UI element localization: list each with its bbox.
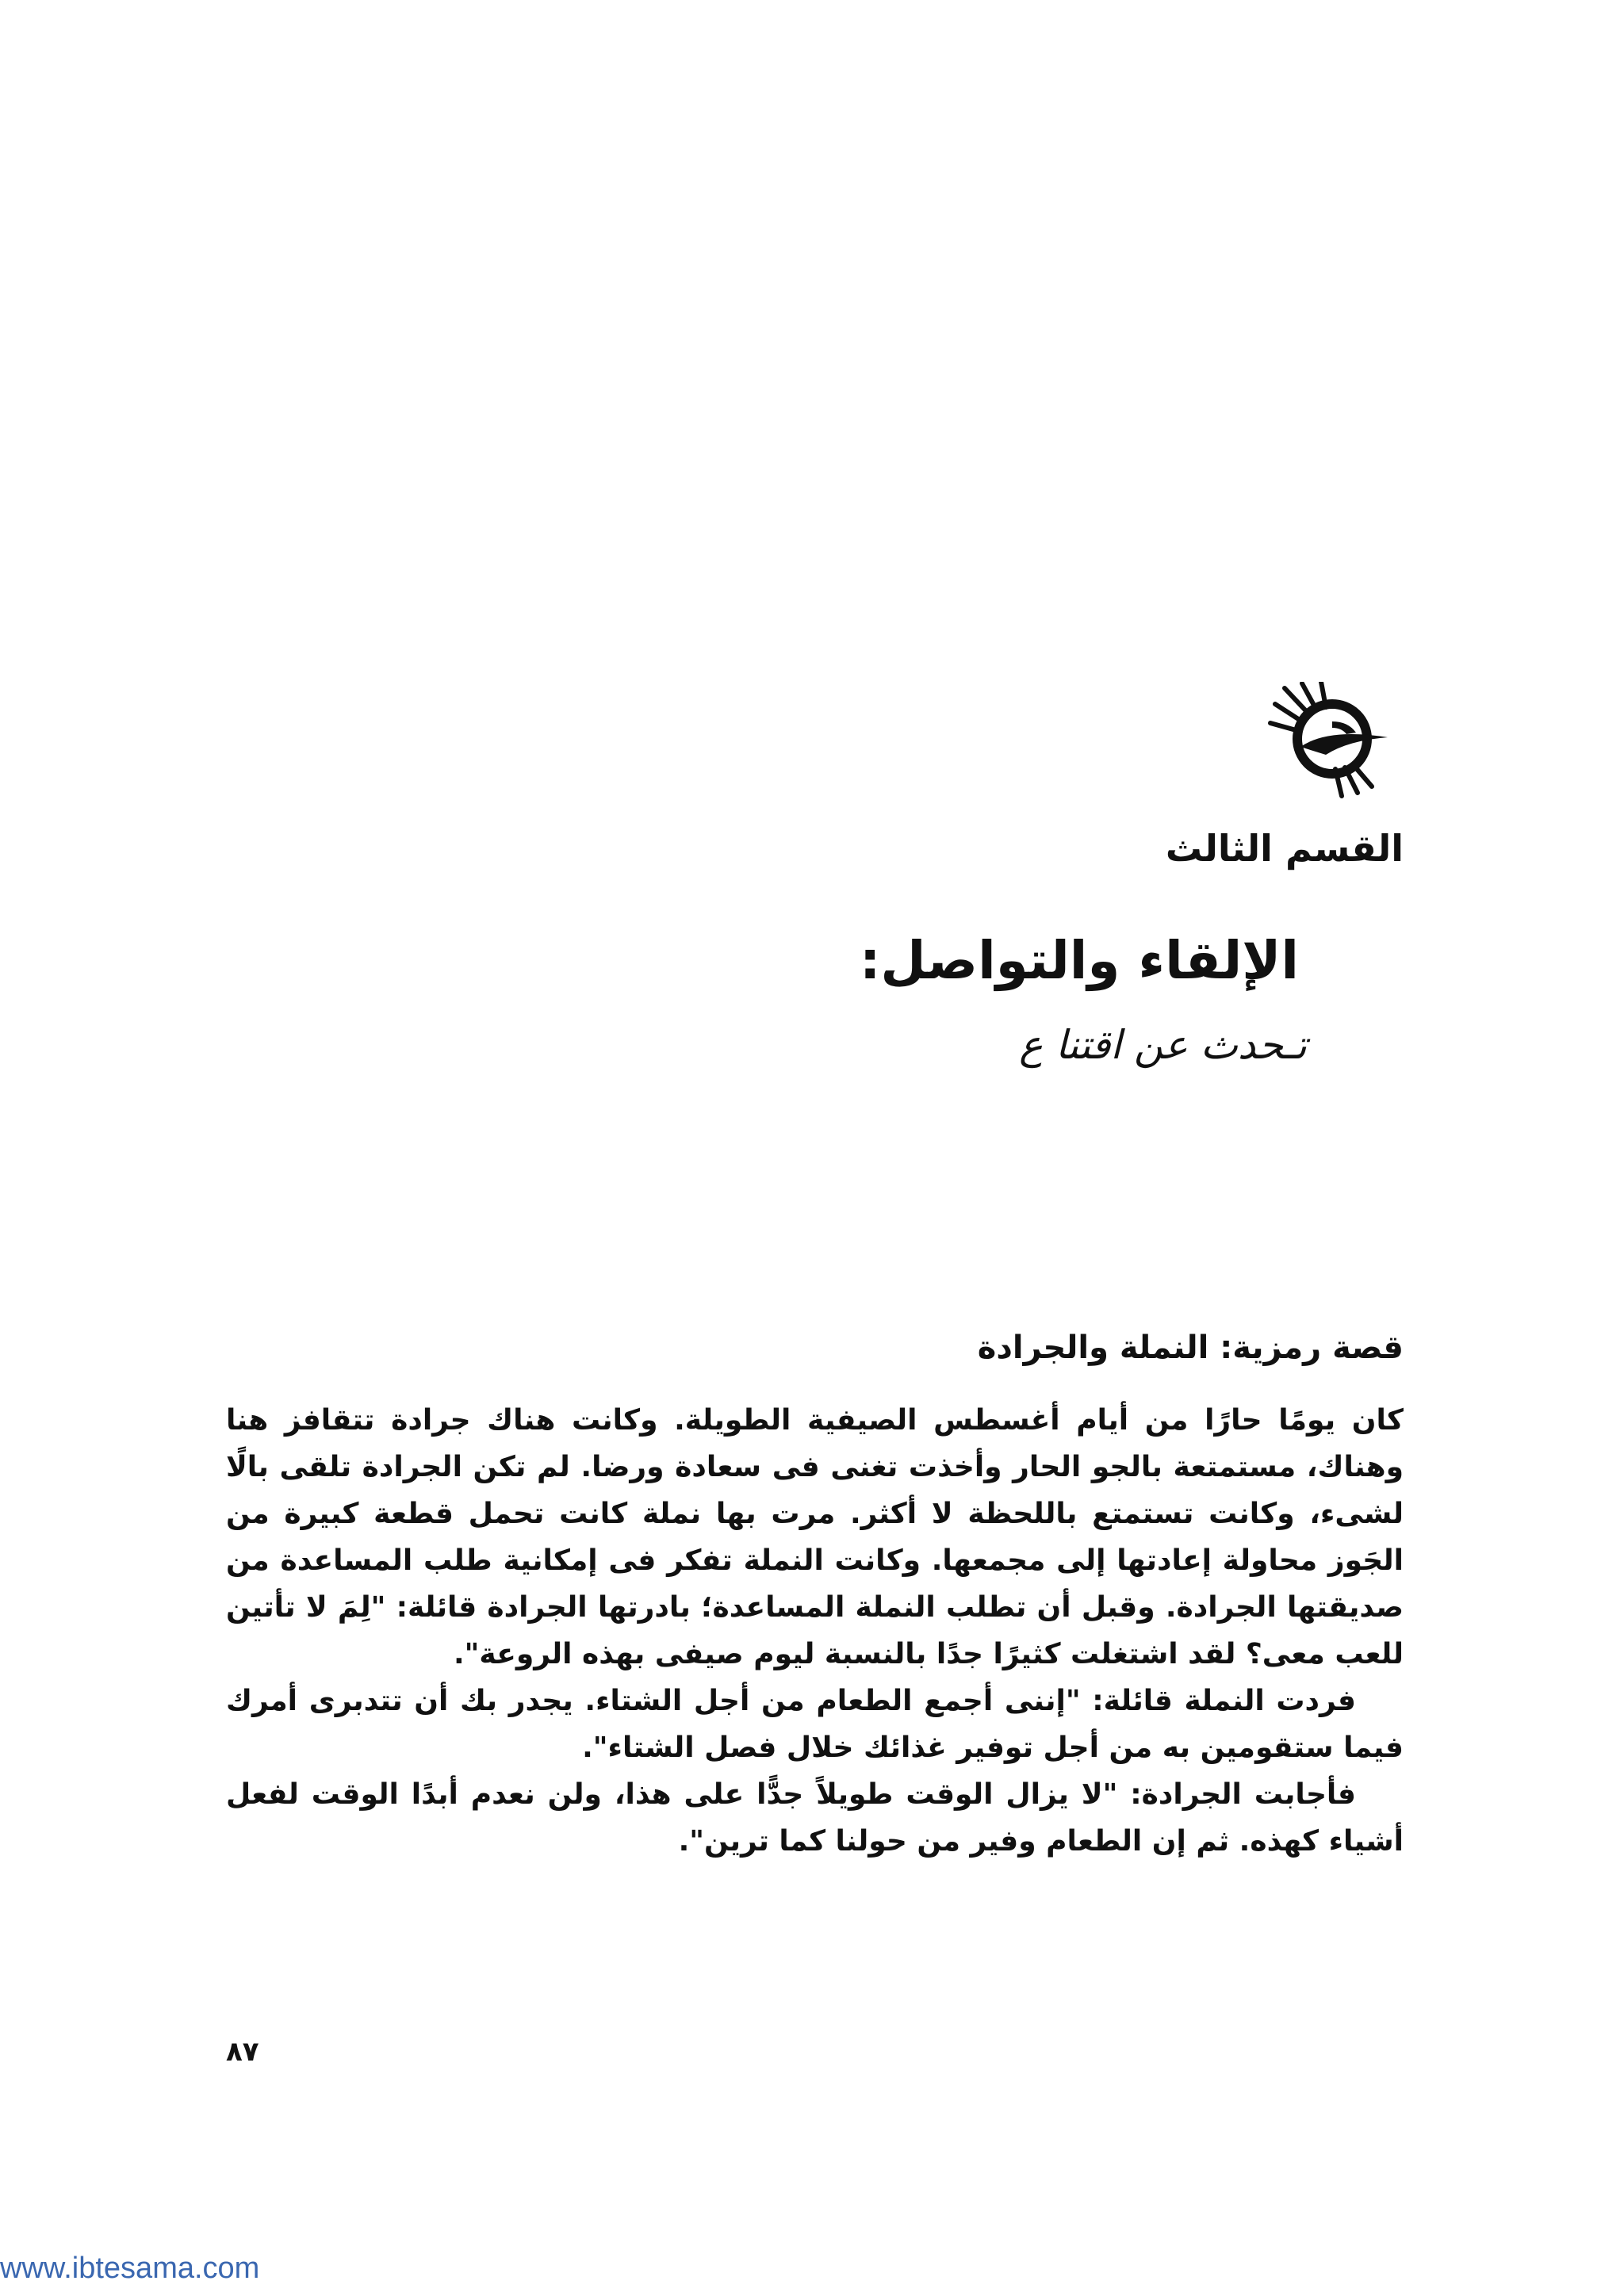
story-paragraph: كان يومًا حارًا من أيام أغسطس الصيفية الطويلة. وكانت هناك جرادة تتقافز هنا وهناك، مستمتعة بالجو الحار وأخذت تغنى فى سعادة ورضا. لم تكن الجرادة تلقى بالًا لشىء، وكانت تستمتع باللحظة لا أكثر. مرت بها نملة كانت تحمل قطعة كبيرة من الجَوز محاولة إعادتها إلى مجمعها. وكانت النملة تفكر فى إمكانية طلب المساعدة من صديقتها الجرادة. وقبل أن تطلب النملة المساعدة؛ بادرتها الجرادة قائلة: "لِمَ لا تأتين للعب معى؟ لقد اشتغلت كثيرًا جدًا بالنسبة ليوم صيفى بهذه الروعة".	[226, 1404, 1404, 1670]
story-heading: قصة رمزية: النملة والجرادة	[977, 1330, 1404, 1366]
watermark-link[interactable]: www.ibtesama.com	[0, 2252, 260, 2285]
page-number: ٨٧	[226, 2036, 259, 2068]
chapter-subtitle: تـحدث عن اقتنا ع	[1019, 1022, 1307, 1068]
story-body	[226, 1397, 1404, 1865]
sun-emblem-icon	[1253, 682, 1404, 801]
story-paragraph: فردت النملة قائلة: "إننى أجمع الطعام من أجل الشتاء. يجدر بك أن تتدبرى أمرك فيما ستقومين به من أجل توفير غذائك خلال فصل الشتاء".	[226, 1685, 1404, 1764]
chapter-title: الإلقاء والتواصل:	[859, 930, 1299, 991]
section-label: القسم الثالث	[1165, 827, 1404, 870]
story-paragraph: فأجابت الجرادة: "لا يزال الوقت طويلاً جدًّا على هذا، ولن نعدم أبدًا الوقت لفعل أشياء كهذه. ثم إن الطعام وفير من حولنا كما ترين".	[226, 1778, 1404, 1858]
